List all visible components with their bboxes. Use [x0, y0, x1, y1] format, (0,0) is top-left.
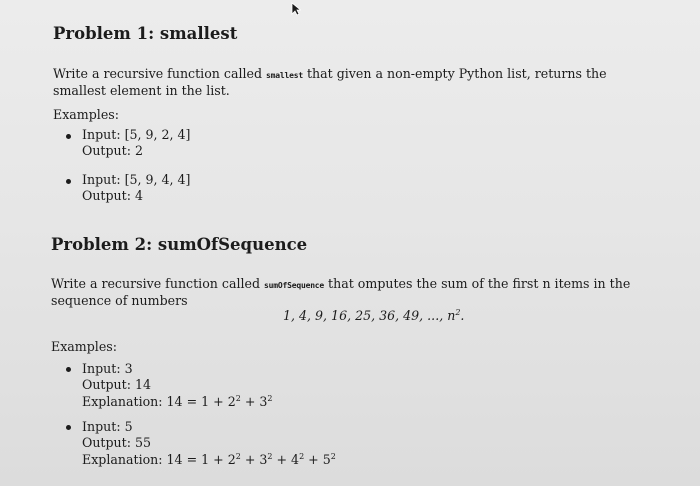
problem1-example2-input: Input: [5, 9, 4, 4]: [82, 172, 191, 187]
exponent: 2: [299, 452, 305, 461]
exponent: 2: [235, 452, 241, 461]
problem1-desc-text: Write a recursive function called: [53, 66, 267, 81]
term: + 4: [272, 452, 300, 467]
bullet-icon: [66, 367, 71, 372]
problem2-title: Problem 2: sumOfSequence: [51, 235, 308, 254]
problem2-example2-input: Input: 5: [82, 419, 133, 434]
problem2-example1-input: Input: 3: [82, 361, 133, 376]
problem2-function-name: sumOfSequence: [264, 281, 325, 290]
bullet-icon: [66, 179, 71, 184]
problem2-examples-label: Examples:: [51, 339, 117, 354]
problem2-description: [51, 276, 666, 308]
bullet-icon: [66, 425, 71, 430]
problem1-title: Problem 1: smallest: [53, 24, 238, 43]
problem2-example1-explanation: [82, 394, 272, 409]
problem1-description: [53, 66, 663, 98]
explanation-prefix: Explanation: 14 = 1 + 2: [82, 394, 236, 409]
problem2-desc-text-rest: that omputes the sum of the first n items in the sequence of numbers: [51, 276, 631, 308]
exponent: 2: [267, 394, 273, 403]
sequence-period: .: [460, 308, 465, 323]
term: + 3: [240, 452, 268, 467]
problem1-function-name: smallest: [266, 71, 303, 80]
problem2-desc-text: Write a recursive function called: [51, 276, 265, 291]
problem1-example2-output: Output: 4: [82, 188, 143, 203]
sequence-terms: 1, 4, 9, 16, 25, 36, 49, ..., n: [283, 308, 456, 323]
problem2-example2-explanation: [82, 452, 336, 467]
term: + 5: [304, 452, 331, 467]
problem1-examples-label: Examples:: [53, 107, 119, 122]
bullet-icon: [66, 134, 71, 139]
problem2-sequence-formula: [283, 308, 464, 323]
exponent: 2: [235, 394, 241, 403]
explanation-prefix: Explanation: 14 = 1 + 2: [82, 452, 236, 467]
problem1-example1-output: Output: 2: [82, 143, 143, 158]
sequence-exponent: 2: [455, 308, 461, 317]
problem1-example1-input: Input: [5, 9, 2, 4]: [82, 127, 191, 142]
exponent: 2: [330, 452, 336, 461]
mouse-pointer-icon: [291, 2, 301, 16]
problem2-example1-output: Output: 14: [82, 377, 152, 392]
problem2-example2-output: Output: 55: [82, 435, 152, 450]
exponent: 2: [267, 452, 273, 461]
problem1-desc-text-rest: that given a non-empty Python list, returns the smallest element in the list.: [53, 66, 607, 98]
term: + 3: [240, 394, 268, 409]
